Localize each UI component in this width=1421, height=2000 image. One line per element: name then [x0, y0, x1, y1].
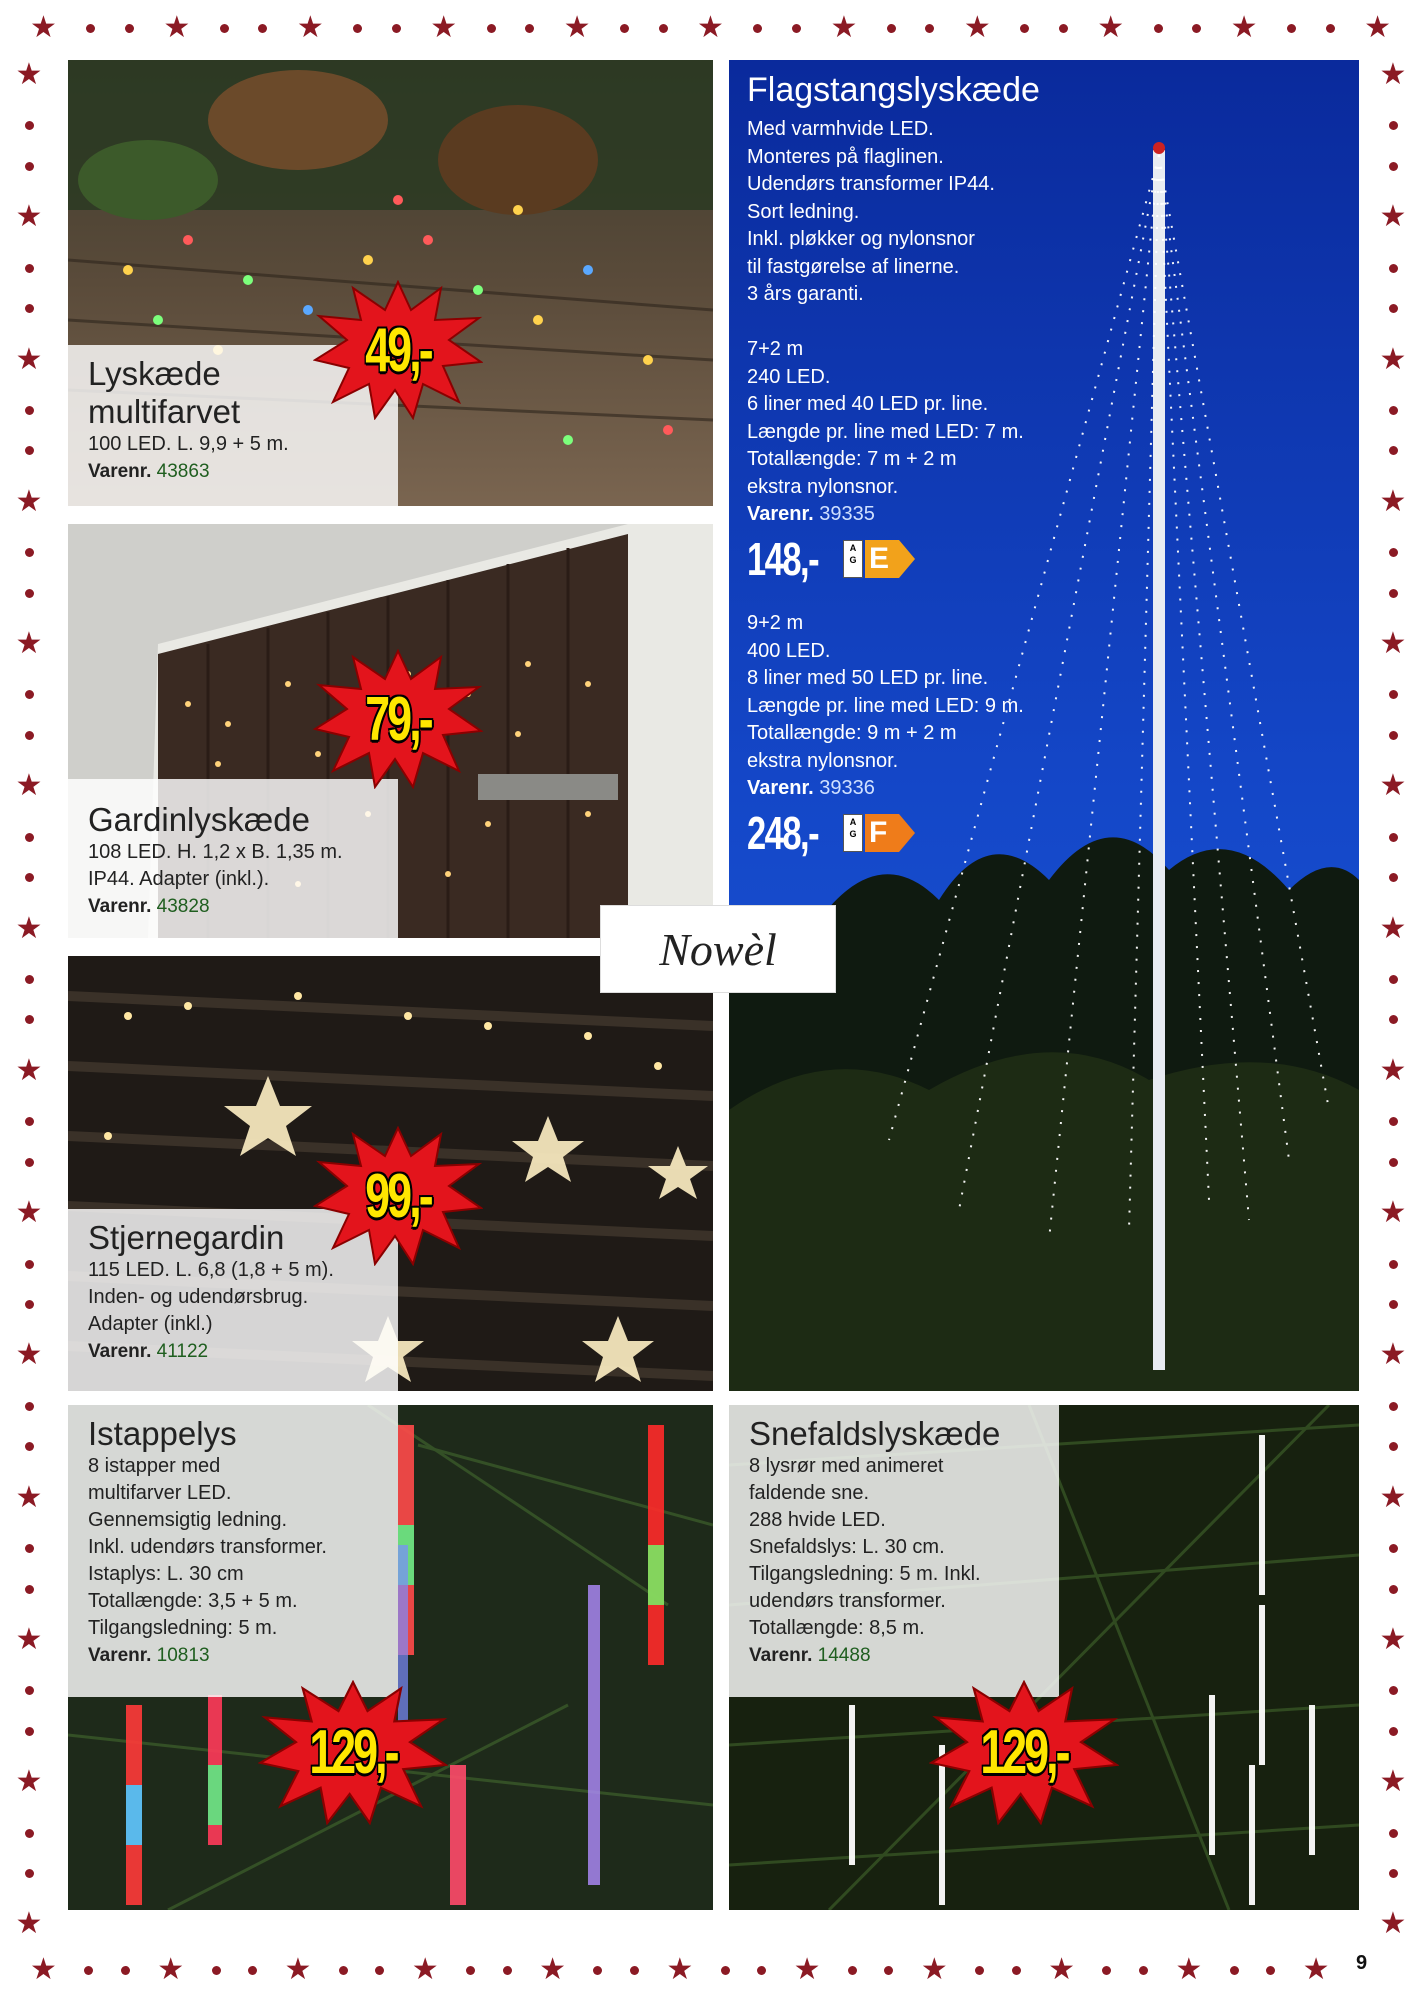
price-row-variant-1: [747, 532, 915, 586]
border-star-icon: ★: [296, 11, 324, 44]
border-star-icon: ★: [15, 1622, 43, 1656]
border-star-icon: ★: [1379, 627, 1407, 661]
border-star-icon: ★: [697, 11, 724, 44]
border-dot: [1326, 24, 1335, 33]
border-dot: [1059, 24, 1068, 33]
product-description: Tilgangsledning: 5 m.: [88, 1617, 278, 1639]
product-snefald[interactable]: [729, 1405, 1359, 1910]
border-star-icon: ★: [411, 1953, 439, 1986]
border-star-icon: ★: [15, 911, 43, 945]
border-star-icon: ★: [15, 1480, 43, 1514]
energy-scale: A G: [843, 540, 863, 578]
border-dot: [1389, 690, 1398, 699]
border-dot: [25, 975, 34, 984]
border-dot: [25, 304, 34, 313]
page-number: 9: [1356, 1952, 1368, 1974]
variant-line: Længde pr. line med LED: 7 m.: [747, 420, 1024, 443]
price-label: 49,-: [365, 315, 431, 385]
product-sku: Varenr. 43863: [88, 461, 210, 482]
border-dot: [1287, 24, 1296, 33]
border-dot: [503, 1966, 512, 1975]
border-dot: [339, 1966, 348, 1975]
product-title: Lyskæde: [88, 355, 221, 392]
border-dot: [25, 162, 34, 171]
price-label: 99,-: [365, 1161, 431, 1231]
product-title: Istappelys: [88, 1415, 237, 1452]
border-star-icon: ★: [1379, 1622, 1407, 1656]
border-dot: [1389, 1402, 1398, 1411]
variant-line: 8 liner med 50 LED pr. line.: [747, 667, 989, 689]
border-dot: [525, 24, 534, 33]
price-burst: [313, 649, 483, 789]
energy-class: E: [869, 542, 890, 575]
product-description: IP44. Adapter (inkl.).: [88, 868, 270, 890]
border-star-icon: ★: [1379, 769, 1407, 803]
border-star-icon: ★: [157, 1953, 185, 1986]
energy-scale: A G: [843, 814, 863, 852]
border-dot: [1389, 975, 1398, 984]
info-box-istappe: [68, 1405, 398, 1697]
border-dot: [1389, 406, 1398, 415]
price-burst: [313, 280, 483, 420]
border-dot: [1102, 1966, 1111, 1975]
border-dot: [86, 24, 95, 33]
border-left: [14, 60, 44, 1940]
border-right: [1378, 60, 1408, 1940]
product-sku: Varenr. 41122: [88, 1341, 209, 1362]
info-box-gardin: [68, 779, 398, 938]
border-dot: [25, 1300, 34, 1309]
price-label: 248,-: [747, 807, 819, 859]
border-dot: [1389, 1829, 1398, 1838]
border-dot: [25, 1442, 34, 1451]
border-star-icon: ★: [15, 1907, 43, 1941]
product-title: Gardinlyskæde: [88, 801, 310, 838]
border-dot: [25, 731, 34, 740]
price-label: 129,-: [309, 1718, 397, 1787]
product-description: 108 LED. H. 1,2 x B. 1,35 m.: [88, 841, 343, 863]
product-sku: Varenr. 43828: [88, 896, 210, 917]
border-bottom: [30, 1950, 1330, 1990]
product-description: Gennemsigtig ledning.: [88, 1509, 288, 1531]
border-dot: [1389, 1260, 1398, 1269]
border-top: [30, 8, 1391, 48]
product-gardin[interactable]: [68, 524, 713, 938]
border-dot: [1389, 1727, 1398, 1736]
border-dot: [1389, 121, 1398, 130]
border-dot: [1389, 264, 1398, 273]
border-star-icon: ★: [1379, 911, 1407, 945]
border-star-icon: ★: [284, 1953, 312, 1986]
border-dot: [25, 1402, 34, 1411]
product-description: Istaplys: L. 30 cm: [88, 1563, 244, 1585]
variant-line: 400 LED.: [747, 639, 831, 662]
border-dot: [25, 446, 34, 455]
border-dot: [258, 24, 267, 33]
variant-line: ekstra nylonsnor.: [747, 749, 899, 772]
flagstang-variant-1: [747, 336, 1024, 529]
energy-class-arrow: [865, 814, 915, 852]
border-dot: [1389, 304, 1398, 313]
border-dot: [1389, 1158, 1398, 1167]
info-box-snefald: [729, 1405, 1059, 1697]
price-row-variant-2: [747, 806, 915, 860]
product-sku: Varenr. 10813: [88, 1645, 210, 1666]
border-star-icon: ★: [963, 11, 991, 44]
intro-line: Inkl. pløkker og nylonsnor: [747, 228, 975, 250]
border-dot: [25, 1829, 34, 1838]
border-star-icon: ★: [1048, 1953, 1076, 1986]
border-dot: [25, 1260, 34, 1269]
product-description: 8 istapper med: [88, 1455, 221, 1477]
border-star-icon: ★: [1364, 11, 1391, 44]
energy-class-arrow: [865, 540, 915, 578]
border-star-icon: ★: [830, 11, 858, 44]
border-dot: [1389, 1117, 1398, 1126]
border-dot: [1389, 1544, 1398, 1553]
border-dot: [848, 1966, 857, 1975]
border-dot: [659, 24, 668, 33]
border-dot: [620, 24, 629, 33]
border-dot: [1389, 731, 1398, 740]
border-dot: [353, 24, 362, 33]
product-description: 288 hvide LED.: [749, 1509, 886, 1531]
border-dot: [1389, 548, 1398, 557]
border-dot: [125, 24, 134, 33]
border-dot: [84, 1966, 93, 1975]
border-dot: [25, 264, 34, 273]
border-dot: [25, 1869, 34, 1878]
border-dot: [25, 1117, 34, 1126]
border-star-icon: ★: [15, 769, 43, 803]
product-description: udendørs transformer.: [749, 1590, 946, 1612]
intro-line: til fastgørelse af linerne.: [747, 255, 960, 278]
border-star-icon: ★: [1379, 1338, 1407, 1372]
product-description: 8 lysrør med animeret: [749, 1455, 944, 1477]
product-description: Snefaldslys: L. 30 cm.: [749, 1536, 945, 1558]
border-dot: [1230, 1966, 1239, 1975]
border-star-icon: ★: [15, 1765, 43, 1799]
border-dot: [212, 1966, 221, 1975]
border-star-icon: ★: [1379, 1765, 1407, 1799]
product-description: 115 LED. L. 6,8 (1,8 + 5 m).: [88, 1259, 334, 1281]
border-dot: [466, 1966, 475, 1975]
variant-line: 6 liner med 40 LED pr. line.: [747, 393, 989, 415]
product-description: 100 LED. L. 9,9 + 5 m.: [88, 433, 289, 455]
border-dot: [25, 690, 34, 699]
border-dot: [220, 24, 229, 33]
product-title: Stjernegardin: [88, 1219, 285, 1256]
product-sku: Varenr. 39336: [747, 777, 875, 799]
border-star-icon: ★: [30, 1953, 57, 1986]
product-description: Totallængde: 8,5 m.: [749, 1617, 925, 1639]
product-description: Totallængde: 3,5 + 5 m.: [88, 1590, 298, 1612]
border-dot: [1389, 589, 1398, 598]
border-dot: [1389, 1442, 1398, 1451]
product-sku: Varenr. 14488: [749, 1645, 871, 1666]
border-star-icon: ★: [15, 1053, 43, 1087]
border-star-icon: ★: [163, 11, 191, 44]
border-star-icon: ★: [1379, 1480, 1407, 1514]
border-star-icon: ★: [15, 484, 43, 518]
border-dot: [25, 1686, 34, 1695]
intro-line: Udendørs transformer IP44.: [747, 173, 995, 195]
variant-line: Totallængde: 7 m + 2 m: [747, 448, 957, 470]
border-dot: [248, 1966, 257, 1975]
border-dot: [1389, 833, 1398, 842]
border-dot: [1389, 1015, 1398, 1024]
variant-size: 9+2 m: [747, 612, 804, 634]
brand-logo: [601, 906, 835, 992]
border-dot: [884, 1966, 893, 1975]
energy-label: [843, 814, 915, 852]
border-dot: [1389, 1585, 1398, 1594]
border-star-icon: ★: [1379, 342, 1407, 376]
border-dot: [721, 1966, 730, 1975]
border-dot: [792, 24, 801, 33]
border-star-icon: ★: [15, 1338, 43, 1372]
border-star-icon: ★: [30, 11, 57, 44]
price-burst: [313, 1126, 483, 1266]
border-star-icon: ★: [1175, 1953, 1203, 1986]
border-dot: [375, 1966, 384, 1975]
price-burst: [258, 1680, 448, 1825]
product-title: Snefaldslyskæde: [749, 1415, 1001, 1452]
border-dot: [1192, 24, 1201, 33]
border-dot: [753, 24, 762, 33]
flagstang-intro: [747, 116, 995, 309]
price-burst: [929, 1680, 1119, 1825]
border-dot: [25, 589, 34, 598]
price-label: 129,-: [980, 1718, 1068, 1787]
border-star-icon: ★: [15, 58, 43, 91]
border-dot: [1012, 1966, 1021, 1975]
intro-line: Med varmhvide LED.: [747, 118, 934, 140]
border-star-icon: ★: [15, 200, 43, 234]
border-dot: [1154, 24, 1163, 33]
energy-label: [843, 540, 915, 578]
border-dot: [887, 24, 896, 33]
intro-line: Sort ledning.: [747, 200, 860, 223]
product-stjerne[interactable]: [68, 956, 713, 1391]
border-dot: [1139, 1966, 1148, 1975]
border-dot: [925, 24, 934, 33]
border-dot: [392, 24, 401, 33]
border-dot: [630, 1966, 639, 1975]
border-star-icon: ★: [1379, 1196, 1407, 1230]
variant-line: Totallængde: 9 m + 2 m: [747, 722, 957, 744]
variant-line: Længde pr. line med LED: 9 m.: [747, 694, 1024, 717]
variant-size: 7+2 m: [747, 338, 804, 360]
border-dot: [25, 1727, 34, 1736]
border-dot: [25, 406, 34, 415]
brand-name: Nowèl: [659, 923, 777, 975]
border-star-icon: ★: [539, 1953, 566, 1986]
product-istappe[interactable]: [68, 1405, 713, 1910]
border-star-icon: ★: [15, 627, 43, 661]
price-label: 79,-: [365, 684, 431, 754]
product-description: multifarver LED.: [88, 1482, 232, 1504]
border-dot: [1389, 1686, 1398, 1695]
variant-line: ekstra nylonsnor.: [747, 475, 899, 498]
intro-line: 3 års garanti.: [747, 283, 864, 305]
border-dot: [25, 121, 34, 130]
border-star-icon: ★: [1379, 1053, 1407, 1087]
price-label: 148,-: [747, 533, 819, 585]
border-dot: [487, 24, 496, 33]
border-star-icon: ★: [920, 1953, 948, 1986]
border-dot: [25, 833, 34, 842]
border-star-icon: ★: [1097, 11, 1125, 44]
border-dot: [25, 1544, 34, 1553]
border-star-icon: ★: [1379, 58, 1407, 91]
border-star-icon: ★: [430, 11, 458, 44]
product-title: Flagstangslyskæde: [747, 71, 1040, 109]
border-star-icon: ★: [15, 1196, 43, 1230]
border-star-icon: ★: [15, 342, 43, 376]
border-dot: [25, 1158, 34, 1167]
product-lyskaede[interactable]: [68, 60, 713, 506]
border-dot: [25, 1585, 34, 1594]
product-description: Inden- og udendørsbrug.: [88, 1286, 309, 1308]
border-dot: [1389, 162, 1398, 171]
border-dot: [1389, 873, 1398, 882]
variant-line: 240 LED.: [747, 365, 831, 388]
border-star-icon: ★: [666, 1953, 694, 1986]
border-star-icon: ★: [793, 1953, 821, 1986]
border-dot: [121, 1966, 130, 1975]
energy-class: F: [869, 816, 888, 849]
product-title: multifarvet: [88, 393, 241, 430]
border-dot: [1389, 1300, 1398, 1309]
product-description: Tilgangsledning: 5 m. Inkl.: [749, 1563, 981, 1585]
border-dot: [975, 1966, 984, 1975]
border-dot: [757, 1966, 766, 1975]
intro-line: Monteres på flaglinen.: [747, 145, 944, 168]
product-description: Inkl. udendørs transformer.: [88, 1536, 327, 1558]
border-dot: [1389, 1869, 1398, 1878]
border-dot: [25, 548, 34, 557]
border-star-icon: ★: [1230, 11, 1258, 44]
product-description: Adapter (inkl.): [88, 1313, 213, 1335]
border-star-icon: ★: [1379, 1907, 1407, 1941]
border-star-icon: ★: [1379, 484, 1407, 518]
border-dot: [1266, 1966, 1275, 1975]
border-dot: [25, 1015, 34, 1024]
product-sku: Varenr. 39335: [747, 503, 875, 525]
product-description: faldende sne.: [749, 1482, 870, 1504]
product-flagstang[interactable]: [729, 60, 1359, 1391]
border-star-icon: ★: [1379, 200, 1407, 234]
border-dot: [593, 1966, 602, 1975]
flagstang-variant-2: [747, 610, 1024, 803]
border-star-icon: ★: [563, 11, 591, 44]
border-dot: [1020, 24, 1029, 33]
border-dot: [25, 873, 34, 882]
border-star-icon: ★: [1302, 1953, 1330, 1986]
border-dot: [1389, 446, 1398, 455]
